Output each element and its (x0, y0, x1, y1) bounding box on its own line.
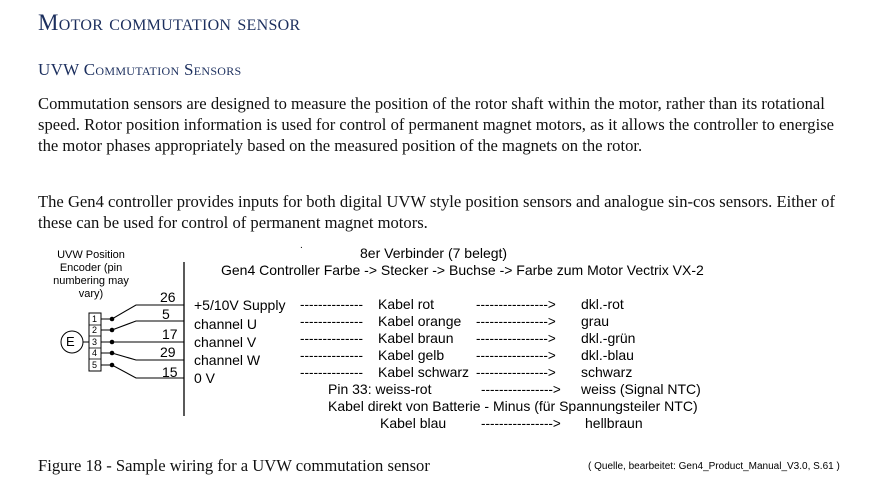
cable-arrow: ----------------> (476, 348, 556, 363)
pin33-label: Pin 33: weiss-rot (328, 381, 432, 397)
encoder-caption: UVW Position Encoder (pin numbering may vary) (53, 249, 129, 300)
color-mapping-header: Gen4 Controller Farbe -> Stecker -> Buchse -> Farbe zum Motor Vectrix VX-2 (221, 262, 704, 278)
cable-name-orange: Kabel orange (378, 313, 462, 329)
signal-ground: 0 V (194, 370, 216, 386)
motor-color-grau: grau (581, 313, 610, 329)
pin33-target: weiss (Signal NTC) (581, 381, 701, 397)
intro-paragraph: Commutation sensors are designed to measure the position of the rotor shaft within the motor, rather than its rotational speed. Rotor position information is used for control of permanent magnet motors, as it allows the controller to energise the motor phases appropriately based on the measured position of the magnets on the rotor. (38, 94, 835, 155)
pin33-arrow: ----------------> (481, 382, 561, 397)
signal-channel-v: channel V (194, 334, 257, 350)
controller-pin-5: 5 (162, 306, 170, 322)
cable-dash: -------------- (300, 331, 363, 346)
section-subheading: UVW Commutation Sensors (38, 60, 242, 79)
encoder-pin-3: 3 (92, 337, 98, 347)
cable-arrow: ----------------> (476, 365, 556, 380)
cable-name-blau: Kabel blau (380, 415, 447, 431)
cable-arrow: ----------------> (476, 331, 556, 346)
page-heading: Motor commutation sensor (38, 10, 301, 35)
cable-name-schwarz: Kabel schwarz (378, 364, 470, 380)
controller-pin-26: 26 (160, 289, 176, 305)
stray-dot: . (300, 240, 303, 251)
encoder-pin-2: 2 (92, 325, 98, 335)
cable-name-rot: Kabel rot (378, 296, 435, 312)
signal-channel-w: channel W (194, 352, 261, 368)
connector-note: 8er Verbinder (7 belegt) (360, 245, 508, 261)
wire-supply (101, 305, 184, 319)
cable-arrow: ----------------> (476, 314, 556, 329)
source-note: ( Quelle, bearbeitet: Gen4_Product_Manual_V3.0, S.61 ) (588, 461, 840, 472)
cable-name-braun: Kabel braun (378, 330, 454, 346)
motor-color-dkl-gruen: dkl.-grün (581, 330, 636, 346)
cable-arrow: ----------------> (476, 297, 556, 312)
motor-color-schwarz: schwarz (581, 364, 633, 380)
controller-pin-17: 17 (162, 326, 178, 342)
controller-pin-15: 15 (162, 364, 178, 380)
gen4-paragraph: The Gen4 controller provides inputs for both digital UVW style position sensors and analogue sin-cos sensors. Either of these can be used for control of permanent magnet motors. (38, 192, 835, 232)
encoder-pin-1: 1 (92, 314, 98, 324)
motor-color-dkl-rot: dkl.-rot (581, 296, 624, 312)
signal-supply: +5/10V Supply (194, 297, 286, 313)
encoder-pin-5: 5 (92, 360, 98, 370)
encoder-pin-4: 4 (92, 348, 98, 358)
motor-color-dkl-blau: dkl.-blau (581, 347, 634, 363)
signal-channel-u: channel U (194, 316, 258, 332)
cable-dash: -------------- (300, 297, 363, 312)
cable-dash: -------------- (300, 365, 363, 380)
encoder-letter: E (66, 334, 75, 349)
battery-direct-note: Kabel direkt von Batterie - Minus (für Spannungsteiler NTC) (328, 398, 698, 414)
figure-caption: Figure 18 - Sample wiring for a UVW commutation sensor (38, 456, 430, 475)
cable-dash: -------------- (300, 348, 363, 363)
cable-name-gelb: Kabel gelb (378, 347, 445, 363)
cable-arrow: ----------------> (481, 416, 561, 431)
cable-dash: -------------- (300, 314, 363, 329)
motor-color-hellbraun: hellbraun (585, 415, 643, 431)
controller-pin-29: 29 (160, 344, 176, 360)
